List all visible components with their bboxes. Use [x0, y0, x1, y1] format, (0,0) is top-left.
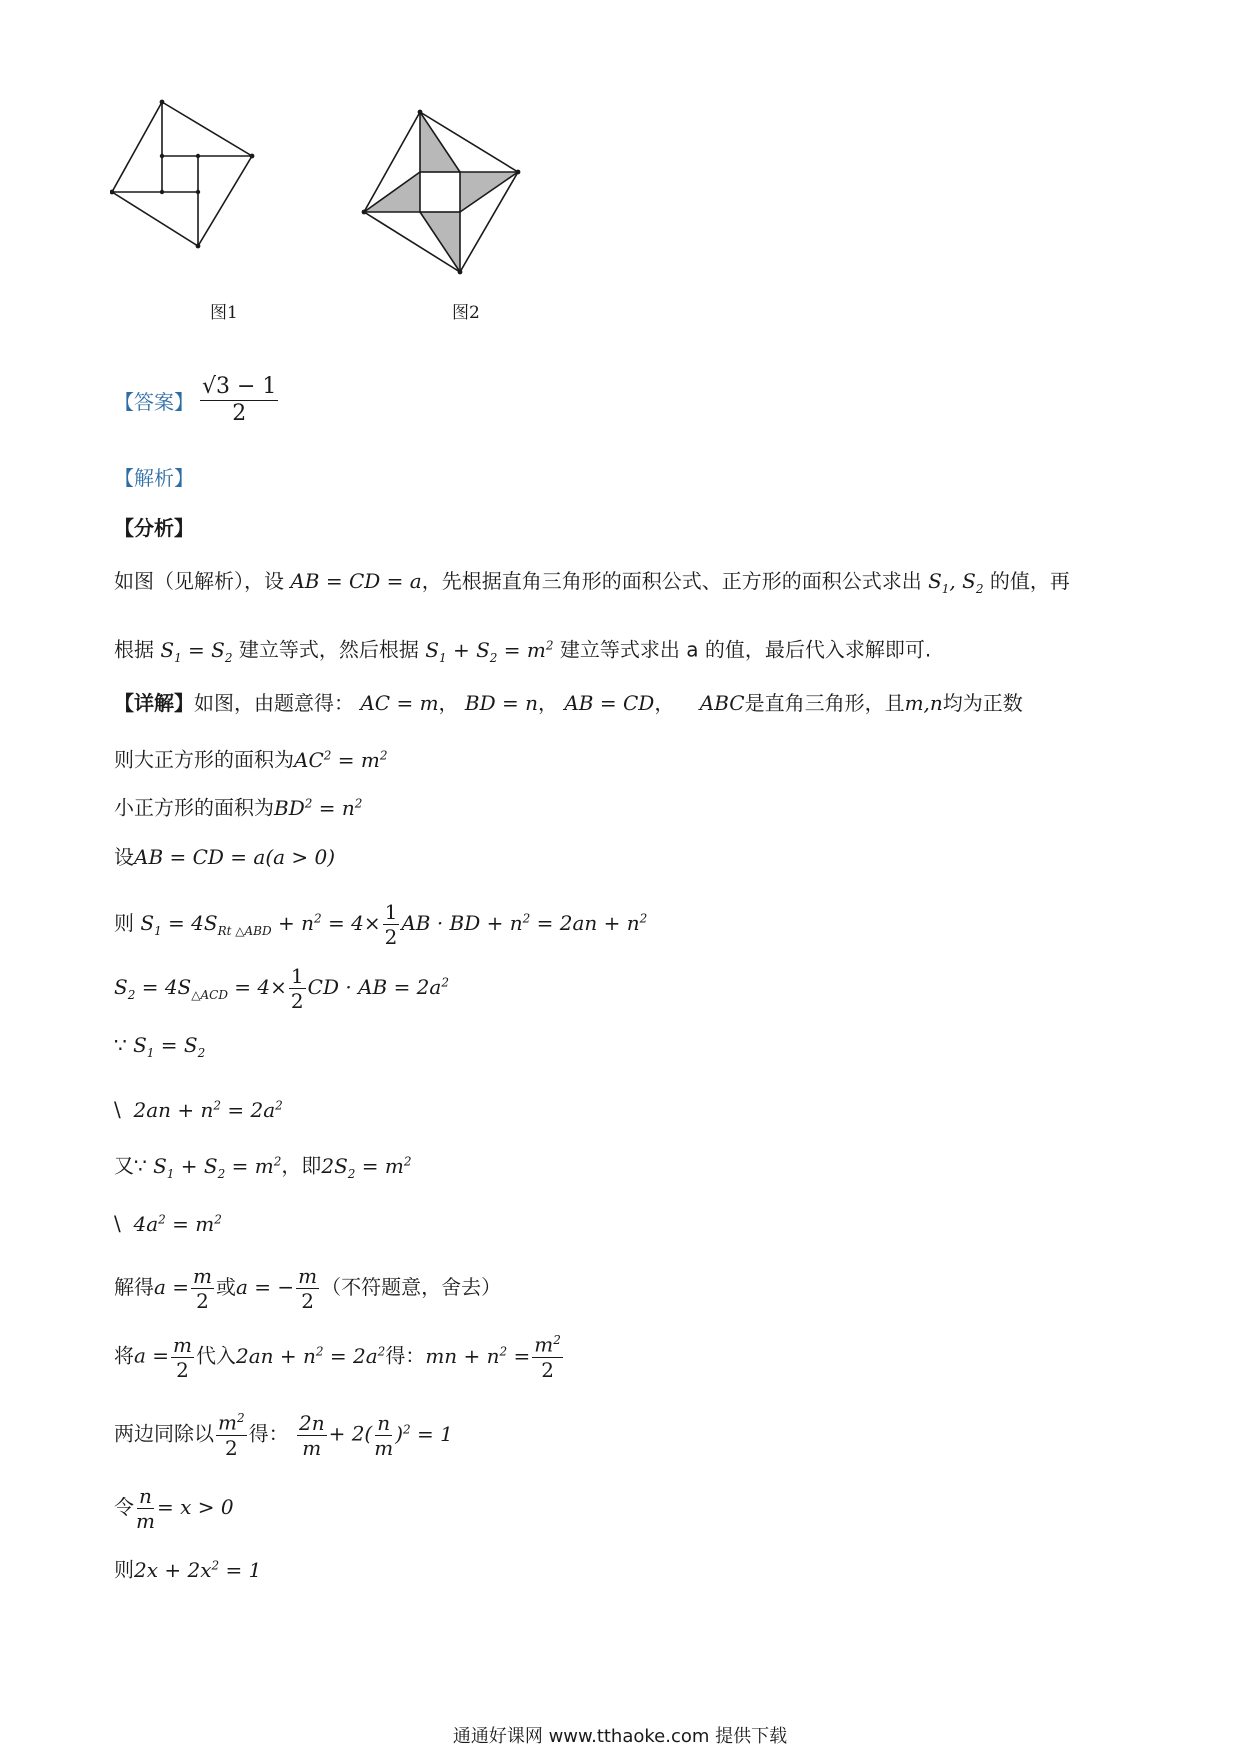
text: 解得 [114, 1275, 154, 1299]
text: ， [438, 691, 459, 715]
text: 又∵ [114, 1153, 147, 1178]
let-x [114, 1478, 234, 1536]
math: AB = CD = a(a > 0) [134, 845, 336, 869]
math: $S_2 = 4S_{\triangle ACD} = 4\times$ [114, 975, 287, 1002]
xiangjie-line [114, 688, 1023, 718]
2n-over-m: $\frac{2n}{m}$ [298, 1410, 325, 1460]
math: $S_1 = S_2$ [160, 637, 233, 665]
big-square-area [114, 740, 387, 775]
text: 则 [114, 911, 134, 935]
math: $2an + n^2 = 2a^2$ [133, 1097, 283, 1122]
text: 的值，再 [983, 569, 1070, 593]
math: + 2( [328, 1421, 373, 1446]
text: 得： [385, 1343, 426, 1368]
answer-denominator: 2 [232, 401, 247, 426]
m-over-2: $\frac{m}{2}$ [298, 1264, 318, 1313]
math: CD · AB = $2a^2$ [307, 975, 449, 999]
math: AB = CD [564, 691, 655, 715]
xiangjie-label: 【详解】 [114, 691, 194, 715]
m-over-2: $\frac{m}{2}$ [193, 1264, 213, 1313]
equation-2 [114, 1204, 222, 1239]
s2-expression [114, 966, 449, 1011]
math: $BD^2 = n^2$ [274, 795, 363, 820]
text: \ [114, 1211, 121, 1236]
equation-1 [114, 1090, 283, 1125]
because-s1-eq-s2 [114, 1030, 205, 1068]
text: 设 [114, 845, 134, 869]
math: $S_1 + S_2 = m^2$ [425, 637, 554, 665]
text: ， [538, 691, 558, 715]
text: ∵ [114, 1033, 127, 1057]
analysis-label: 【解析】 [114, 466, 194, 490]
math: AB · BD + $n^2 = 2an + n^2$ [401, 911, 648, 935]
figure-2-diagram [360, 108, 530, 278]
answer-label: 【答案】 [114, 390, 194, 414]
math: $S_1$, $S_2$ [928, 569, 984, 596]
n-over-m: $\frac{n}{m}$ [374, 1410, 394, 1460]
text: ， [654, 691, 675, 715]
answer-numerator: √3 − 1 [202, 374, 277, 399]
math: $2an + n^2 = 2a^2$ [236, 1343, 386, 1368]
half-fraction: $\frac{1}{2}$ [384, 900, 398, 949]
again-line [114, 1146, 412, 1189]
math: $S_1 + S_2 = m^2$ [153, 1153, 282, 1181]
math: AB = CD = a [290, 569, 422, 593]
math: )$^2$ = 1 [395, 1421, 453, 1446]
text: 如图，由题意得： [194, 691, 354, 715]
half-fraction: $\frac{1}{2}$ [290, 964, 304, 1013]
math: BD = n [464, 691, 538, 715]
text: 建立等式求出 a 的值，最后代入求解即可. [553, 637, 932, 662]
text: 或 [216, 1275, 237, 1299]
fenxi-line-1 [114, 566, 1070, 604]
answer-row [114, 376, 280, 425]
text: 则 [114, 1557, 134, 1582]
math: $AC^2 = m^2$ [294, 747, 388, 772]
page-footer: 通通好课网 www.tthaoke.com 提供下载 [452, 1726, 788, 1747]
text: 两边同除以 [114, 1421, 214, 1446]
text: 代入 [196, 1343, 237, 1368]
text: ，先根据直角三角形的面积公式、正方形的面积公式求出 [421, 569, 929, 593]
text: 得： [248, 1421, 289, 1446]
text: 则大正方形的面积为 [114, 747, 294, 772]
text: 小正方形的面积为 [114, 795, 274, 820]
text: 建立等式，然后根据 [232, 637, 426, 662]
text: 令 [114, 1495, 134, 1519]
divide-both-sides [114, 1400, 453, 1463]
math: $2x + 2x^2 = 1$ [134, 1557, 262, 1582]
text: ，即 [281, 1153, 322, 1178]
solve-a [114, 1258, 501, 1316]
fenxi-label: 【分析】 [114, 516, 194, 540]
math: a = [154, 1275, 190, 1299]
math: $S_1 = S_2$ [133, 1033, 206, 1060]
figure-1-caption: 图1 [210, 303, 238, 323]
math: $S_1 = 4S_{Rt \triangle ABD} + n^2 = 4\times$ [140, 911, 381, 938]
small-square-area [114, 788, 362, 823]
text: 将 [114, 1343, 134, 1368]
math: $2S_2 = m^2$ [321, 1153, 412, 1181]
text: 均为正数 [942, 691, 1023, 715]
math: a = − [236, 1275, 295, 1299]
set-a [114, 842, 335, 872]
math: m,n [904, 691, 943, 715]
n-over-m: $\frac{n}{m}$ [136, 1484, 155, 1533]
math: a = [134, 1343, 170, 1368]
fenxi-line-2 [114, 630, 931, 673]
text: 根据 [114, 637, 161, 662]
math: $4a^2 = m^2$ [133, 1211, 222, 1236]
figure-2-caption: 图2 [452, 303, 480, 323]
text: 如图（见解析），设 [114, 569, 291, 593]
text: \ [114, 1097, 121, 1122]
figure-1-diagram [110, 98, 270, 258]
m2-over-2: $\frac{m^2}{2}$ [218, 1410, 245, 1460]
text: 是直角三角形，且 [744, 691, 905, 715]
math: ABC [699, 691, 745, 715]
answer-fraction [200, 376, 278, 425]
m2-over-2: $\frac{m^2}{2}$ [534, 1332, 561, 1382]
m-over-2: $\frac{m}{2}$ [173, 1332, 193, 1382]
x-equation [114, 1550, 261, 1585]
text: （不符题意，舍去） [321, 1275, 502, 1299]
math: AC = m [360, 691, 439, 715]
s1-expression [114, 902, 647, 947]
math: = x > 0 [156, 1495, 234, 1519]
math: mn + $n^2$ = [425, 1343, 531, 1368]
substitute-a [114, 1322, 565, 1385]
